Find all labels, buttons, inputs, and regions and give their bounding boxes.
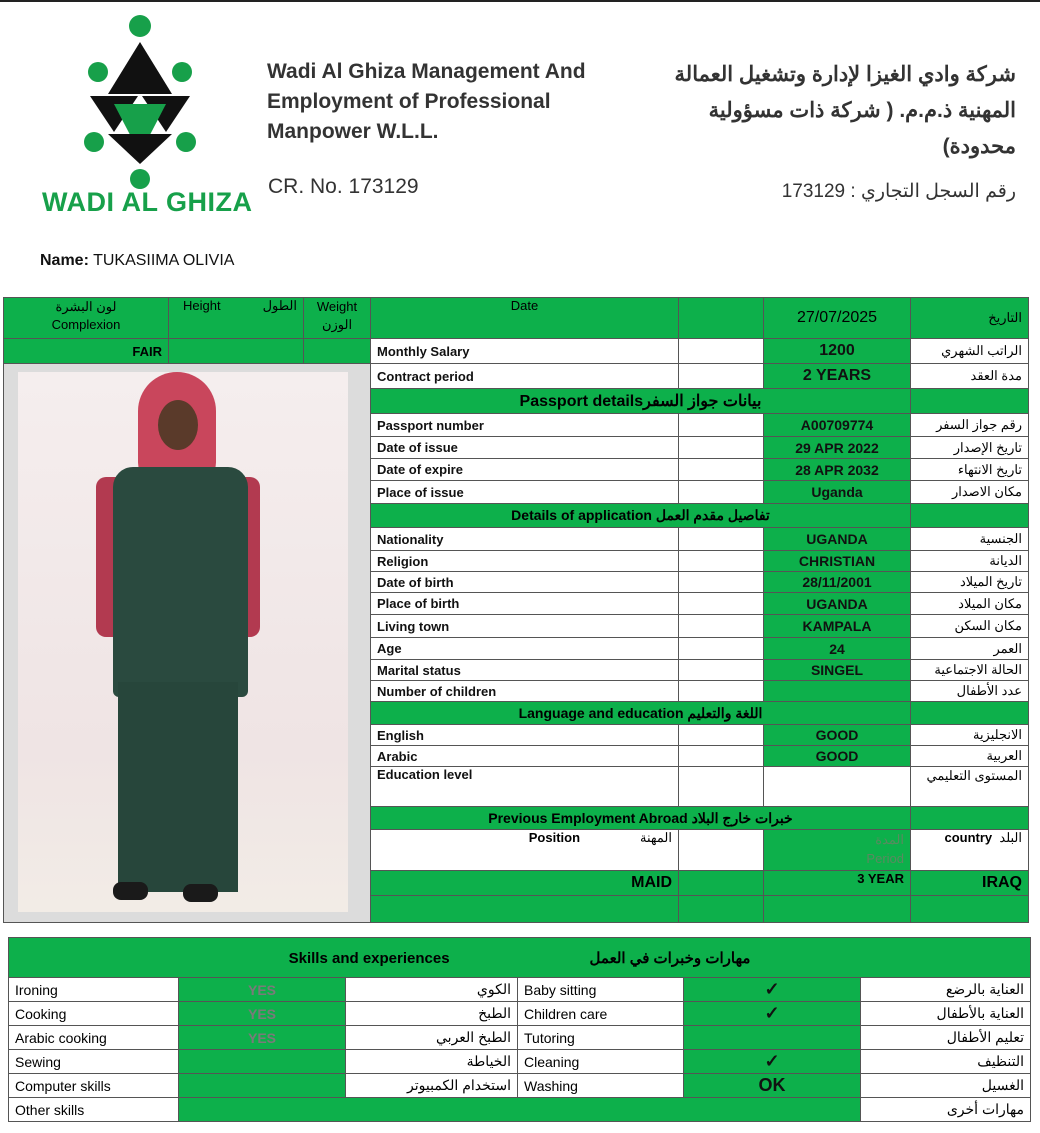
row-label-ar: العربية: [911, 746, 1029, 767]
height-header: Height الطول: [169, 298, 304, 339]
blank-cell: [679, 660, 764, 681]
skill-value: ✓: [684, 1050, 861, 1074]
applicant-photo: [18, 372, 348, 912]
skill-label: Children care: [518, 1002, 684, 1026]
skill-value: YES: [179, 978, 346, 1002]
blank-cell: [679, 298, 764, 339]
blank-cell: [679, 572, 764, 593]
blank-cell: [911, 807, 1029, 830]
blank-cell: [911, 389, 1029, 414]
skill-row: [9, 1026, 1031, 1050]
skill-value: [179, 1074, 346, 1098]
blank-cell: [679, 528, 764, 551]
skill-label-ar: العناية بالأطفال: [861, 1002, 1031, 1026]
applicant-details-table: [3, 297, 1029, 923]
row-value: CHRISTIAN: [764, 551, 911, 572]
skill-label-ar: العناية بالرضع: [861, 978, 1031, 1002]
blank-cell: [679, 725, 764, 746]
row-label: Date of issue: [371, 437, 679, 459]
skill-label: Baby sitting: [518, 978, 684, 1002]
row-label-ar: تاريخ الانتهاء: [911, 459, 1029, 481]
skill-label: Cleaning: [518, 1050, 684, 1074]
weight-header: Weight الوزن: [304, 298, 371, 339]
cr-number-en: CR. No. 173129: [268, 175, 419, 198]
skill-label: Ironing: [9, 978, 179, 1002]
row-label-ar: رقم جواز السفر: [911, 414, 1029, 437]
date-label: Date: [371, 298, 679, 339]
passport-section-header: Passport detailsبيانات جواز السفر: [371, 389, 911, 414]
row-label: Religion: [371, 551, 679, 572]
skill-label-ar: الكوي: [346, 978, 518, 1002]
table-row: [4, 339, 1029, 364]
row-label-ar: عدد الأطفال: [911, 681, 1029, 702]
row-label-ar: تاريخ الميلاد: [911, 572, 1029, 593]
skill-label-ar: التنظيف: [861, 1050, 1031, 1074]
other-skills-label: Other skills: [9, 1098, 179, 1122]
blank-cell: [679, 681, 764, 702]
skill-row: [9, 1074, 1031, 1098]
skill-label: Computer skills: [9, 1074, 179, 1098]
skill-label-ar: استخدام الكمبيوتر: [346, 1074, 518, 1098]
row-value: UGANDA: [764, 593, 911, 615]
cr-number-ar: رقم السجل التجاري : 173129: [781, 181, 1016, 202]
skill-label-ar: تعليم الأطفال: [861, 1026, 1031, 1050]
row-label: Number of children: [371, 681, 679, 702]
row-label-ar: الحالة الاجتماعية: [911, 660, 1029, 681]
salary-label-ar: الراتب الشهري: [911, 339, 1029, 364]
skill-value: OK: [684, 1074, 861, 1098]
other-skills-value: [179, 1098, 861, 1122]
row-label: Living town: [371, 615, 679, 638]
applicant-name: [40, 252, 234, 270]
skills-table: [8, 937, 1031, 1122]
contract-period-label: Contract period: [371, 364, 679, 389]
blank-cell: [679, 746, 764, 767]
period-label: المدة Period: [764, 830, 911, 871]
skill-value: ✓: [684, 978, 861, 1002]
row-label: English: [371, 725, 679, 746]
skill-label: Washing: [518, 1074, 684, 1098]
table-row: [4, 364, 1029, 389]
blank-cell: [679, 339, 764, 364]
contract-period-value: 2 YEARS: [764, 364, 911, 389]
previous-employment-header: Previous Employment Abroad خبرات خارج البلاد: [371, 807, 911, 830]
row-label: Nationality: [371, 528, 679, 551]
blank-cell: [679, 481, 764, 504]
weight-value: [304, 339, 371, 364]
blank-cell: [679, 364, 764, 389]
language-section-header: Language and education اللغة والتعليم: [371, 702, 911, 725]
row-value: 28/11/2001: [764, 572, 911, 593]
skill-value: YES: [179, 1026, 346, 1050]
skill-label-ar: الطبخ: [346, 1002, 518, 1026]
blank-cell: [679, 414, 764, 437]
country-value: IRAQ: [911, 871, 1029, 896]
date-value: 27/07/2025: [764, 298, 911, 339]
height-value: [169, 339, 304, 364]
row-value: GOOD: [764, 746, 911, 767]
row-value: KAMPALA: [764, 615, 911, 638]
row-label-ar: العمر: [911, 638, 1029, 660]
skill-value: ✓: [684, 1002, 861, 1026]
row-label-ar: مكان السكن: [911, 615, 1029, 638]
blank-cell: [679, 551, 764, 572]
company-name-ar: شركة وادي الغيزا لإدارة وتشغيل العمالة المهنية ذ.م.م. ( شركة ذات مسؤولية محدودة): [674, 63, 1016, 158]
row-label-ar: تاريخ الإصدار: [911, 437, 1029, 459]
row-value: 28 APR 2032: [764, 459, 911, 481]
photo-cell: [4, 364, 371, 923]
skill-label: Tutoring: [518, 1026, 684, 1050]
skill-value: YES: [179, 1002, 346, 1026]
skill-label: Arabic cooking: [9, 1026, 179, 1050]
header-row: [4, 298, 1029, 339]
row-label: Arabic: [371, 746, 679, 767]
other-skills-label-ar: مهارات أخرى: [861, 1098, 1031, 1122]
row-value: SINGEL: [764, 660, 911, 681]
row-label-ar: الديانة: [911, 551, 1029, 572]
row-label: Passport number: [371, 414, 679, 437]
name-value: TUKASIIMA OLIVIA: [93, 252, 235, 269]
country-label: country البلد: [911, 830, 1029, 871]
position-value: MAID: [371, 871, 679, 896]
skill-row: [9, 1002, 1031, 1026]
skill-label-ar: الغسيل: [861, 1074, 1031, 1098]
position-label: Position المهنة: [371, 830, 679, 871]
row-label: Place of issue: [371, 481, 679, 504]
skill-label: Cooking: [9, 1002, 179, 1026]
row-value: A00709774: [764, 414, 911, 437]
skill-label: Sewing: [9, 1050, 179, 1074]
skill-value: [179, 1050, 346, 1074]
blank-cell: [911, 702, 1029, 725]
row-label: Date of expire: [371, 459, 679, 481]
blank-cell: [679, 437, 764, 459]
logo-text: WADI AL GHIZA: [42, 187, 253, 217]
skill-label-ar: الخياطة: [346, 1050, 518, 1074]
row-value: 29 APR 2022: [764, 437, 911, 459]
blank-cell: [679, 830, 764, 871]
row-value: [764, 681, 911, 702]
period-value: 3 YEAR: [764, 871, 911, 896]
other-skills-row: [9, 1098, 1031, 1122]
skill-value: [684, 1026, 861, 1050]
contract-period-label-ar: مدة العقد: [911, 364, 1029, 389]
application-section-header: Details of application تفاصيل مقدم العمل: [371, 504, 911, 528]
blank-cell: [679, 593, 764, 615]
row-value: UGANDA: [764, 528, 911, 551]
skills-header: Skills and experiences مهارات وخبرات في العمل: [9, 938, 1031, 978]
blank-cell: [679, 767, 764, 807]
row-label-ar: المستوى التعليمي: [911, 767, 1029, 807]
blank-cell: [679, 615, 764, 638]
row-label: Place of birth: [371, 593, 679, 615]
row-value: [764, 767, 911, 807]
company-name-en: Wadi Al Ghiza Management And Employment of Professional Manpower W.L.L.: [267, 60, 586, 143]
blank-cell: [911, 504, 1029, 528]
salary-value: 1200: [764, 339, 911, 364]
row-value: 24: [764, 638, 911, 660]
skill-label-ar: الطبخ العربي: [346, 1026, 518, 1050]
row-label: Education level: [371, 767, 679, 807]
row-value: GOOD: [764, 725, 911, 746]
blank-cell: [679, 459, 764, 481]
row-label: Marital status: [371, 660, 679, 681]
name-label: Name:: [40, 252, 89, 269]
company-logo: [78, 14, 203, 189]
row-label-ar: مكان الميلاد: [911, 593, 1029, 615]
row-label-ar: الانجليزية: [911, 725, 1029, 746]
row-label: Date of birth: [371, 572, 679, 593]
skill-row: [9, 978, 1031, 1002]
salary-label: Monthly Salary: [371, 339, 679, 364]
complexion-value: FAIR: [4, 339, 169, 364]
skill-row: [9, 1050, 1031, 1074]
complexion-header: لون البشرة Complexion: [4, 298, 169, 339]
date-label-ar: التاريخ: [911, 298, 1029, 339]
row-value: Uganda: [764, 481, 911, 504]
row-label-ar: مكان الاصدار: [911, 481, 1029, 504]
blank-cell: [679, 871, 764, 896]
blank-cell: [679, 638, 764, 660]
row-label-ar: الجنسية: [911, 528, 1029, 551]
row-label: Age: [371, 638, 679, 660]
